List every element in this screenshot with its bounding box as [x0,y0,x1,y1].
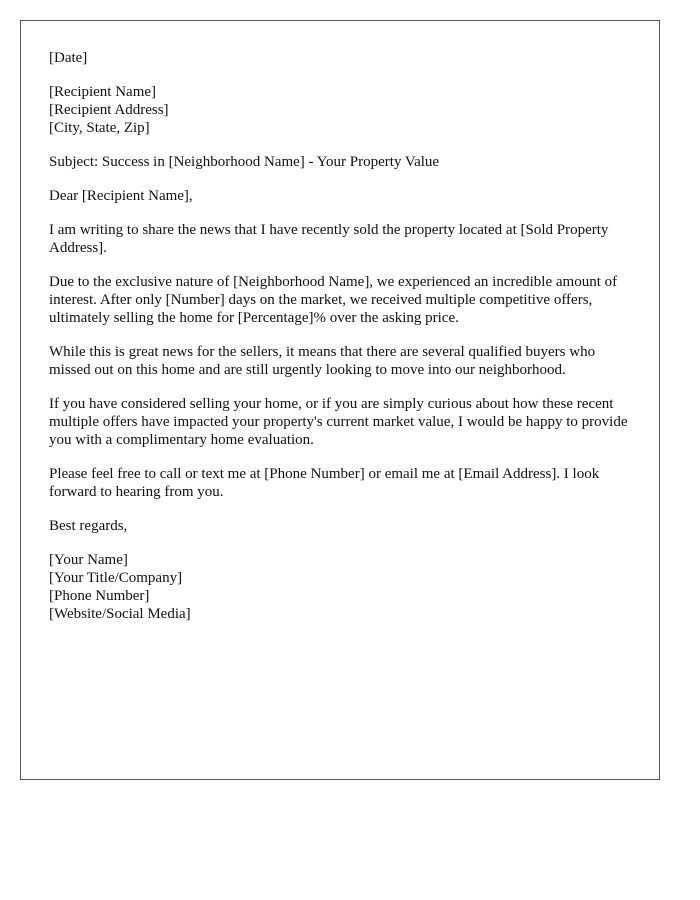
recipient-name: [Recipient Name] [49,84,157,100]
body-paragraph-4: If you have considered selling your home, or if you are simply curious about how these recent multiple offers have impacted your property's current market value, I would be happy to provide you with a complimentary home evaluation. [49,396,628,448]
signature-block [49,551,631,623]
letter-page [20,20,660,780]
date-line: [Date] [49,50,88,66]
closing: Best regards, [49,518,128,534]
body-paragraph-2: Due to the exclusive nature of [Neighborhood Name], we experienced an incredible amount of interest. After only [Number] days on the market, we received multiple competitive offers, ultimately selling the home for [Percentage]% over the asking price. [49,274,618,326]
recipient-address: [Recipient Address] [49,102,169,118]
recipient-city-state-zip: [City, State, Zip] [49,120,150,136]
salutation: Dear [Recipient Name], [49,188,193,204]
signature-name: [Your Name] [49,552,128,568]
signature-phone: [Phone Number] [49,588,150,604]
body-paragraph-1: I am writing to share the news that I have recently sold the property located at [Sold Property Address]. [49,222,609,256]
body-paragraph-3: While this is great news for the sellers, it means that there are several qualified buyers who missed out on this home and are still urgently looking to move into our neighborhood. [49,344,596,378]
signature-title-company: [Your Title/Company] [49,570,183,586]
signature-website: [Website/Social Media] [49,606,191,622]
subject-line: Subject: Success in [Neighborhood Name] - Your Property Value [49,154,440,170]
body-paragraph-5: Please feel free to call or text me at [Phone Number] or email me at [Email Address]. I look forward to hearing from you. [49,466,600,500]
recipient-block [49,83,631,137]
